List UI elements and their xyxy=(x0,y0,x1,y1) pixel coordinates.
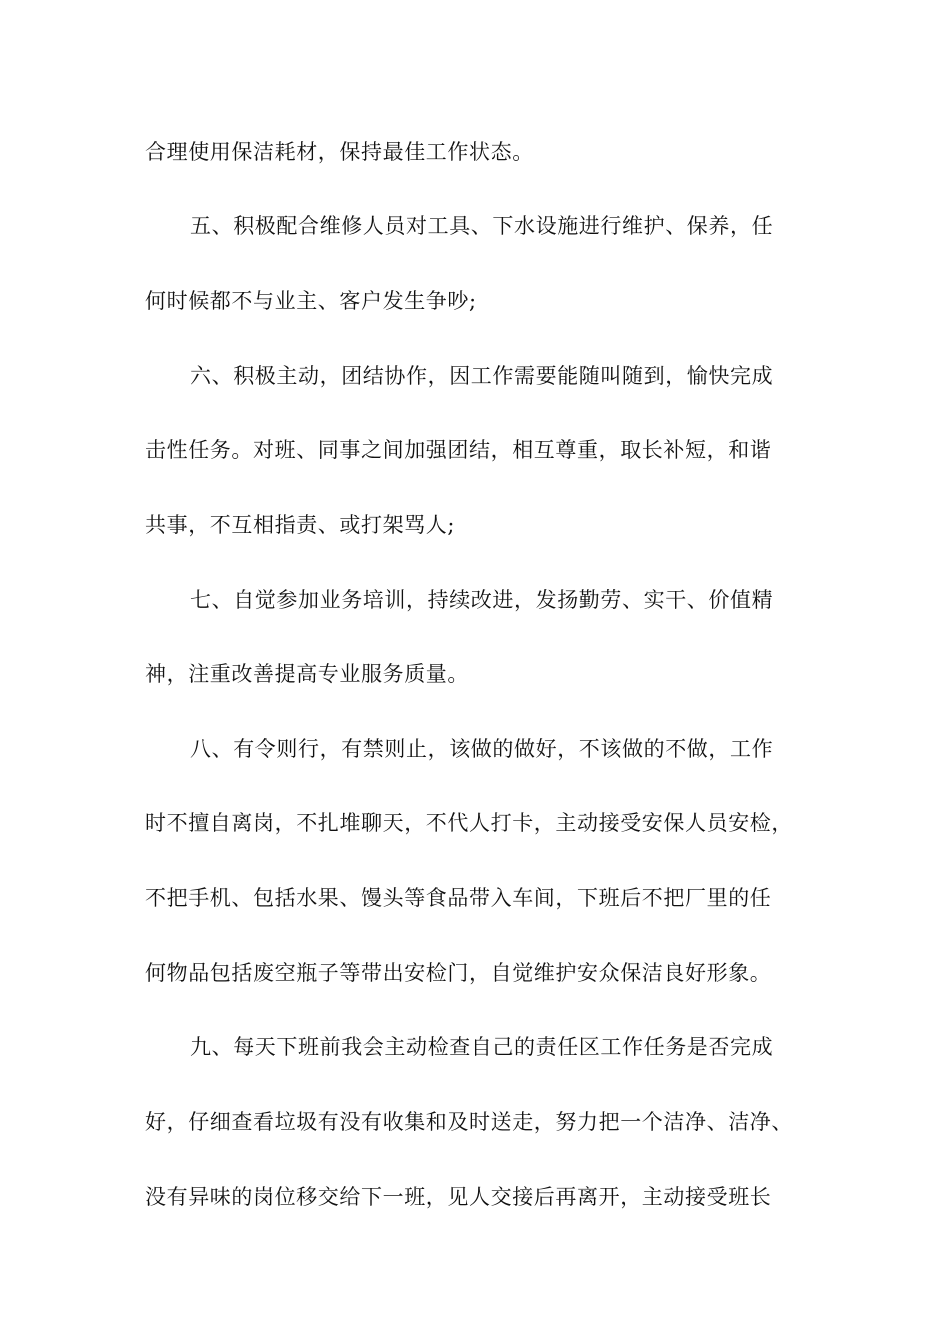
paragraph-7-line-1: 七、自觉参加业务培训，持续改进，发扬勤劳、实干、价值精 xyxy=(190,588,774,612)
text-line: 神，注重改善提高专业服务质量。 xyxy=(145,662,469,686)
paragraph-8-line-1: 八、有令则行，有禁则止，该做的做好，不该做的不做，工作 xyxy=(190,737,774,761)
paragraph-5-line-1: 五、积极配合维修人员对工具、下水设施进行维护、保养，任 xyxy=(190,214,774,238)
text-line: 何物品包括废空瓶子等带出安检门，自觉维护安众保洁良好形象。 xyxy=(145,961,772,985)
text-line: 没有异味的岗位移交给下一班，见人交接后再离开，主动接受班长 xyxy=(145,1185,772,1209)
paragraph-6-line-1: 六、积极主动，团结协作，因工作需要能随叫随到，愉快完成 xyxy=(190,364,774,388)
text-line: 击性任务。对班、同事之间加强团结，相互尊重，取长补短，和谐 xyxy=(145,438,772,462)
text-line: 时不擅自离岗，不扎堆聊天，不代人打卡，主动接受安保人员安检， xyxy=(145,811,793,835)
text-line: 何时候都不与业主、客户发生争吵; xyxy=(145,289,477,313)
text-line: 不把手机、包括水果、馒头等食品带入车间，下班后不把厂里的任 xyxy=(145,886,772,910)
paragraph-9-line-1: 九、每天下班前我会主动检查自己的责任区工作任务是否完成 xyxy=(190,1035,774,1059)
text-line: 合理使用保洁耗材，保持最佳工作状态。 xyxy=(145,140,534,164)
text-line: 共事，不互相指责、或打架骂人; xyxy=(145,513,456,537)
text-line: 好，仔细查看垃圾有没有收集和及时送走，努力把一个洁净、洁净、 xyxy=(145,1110,793,1134)
